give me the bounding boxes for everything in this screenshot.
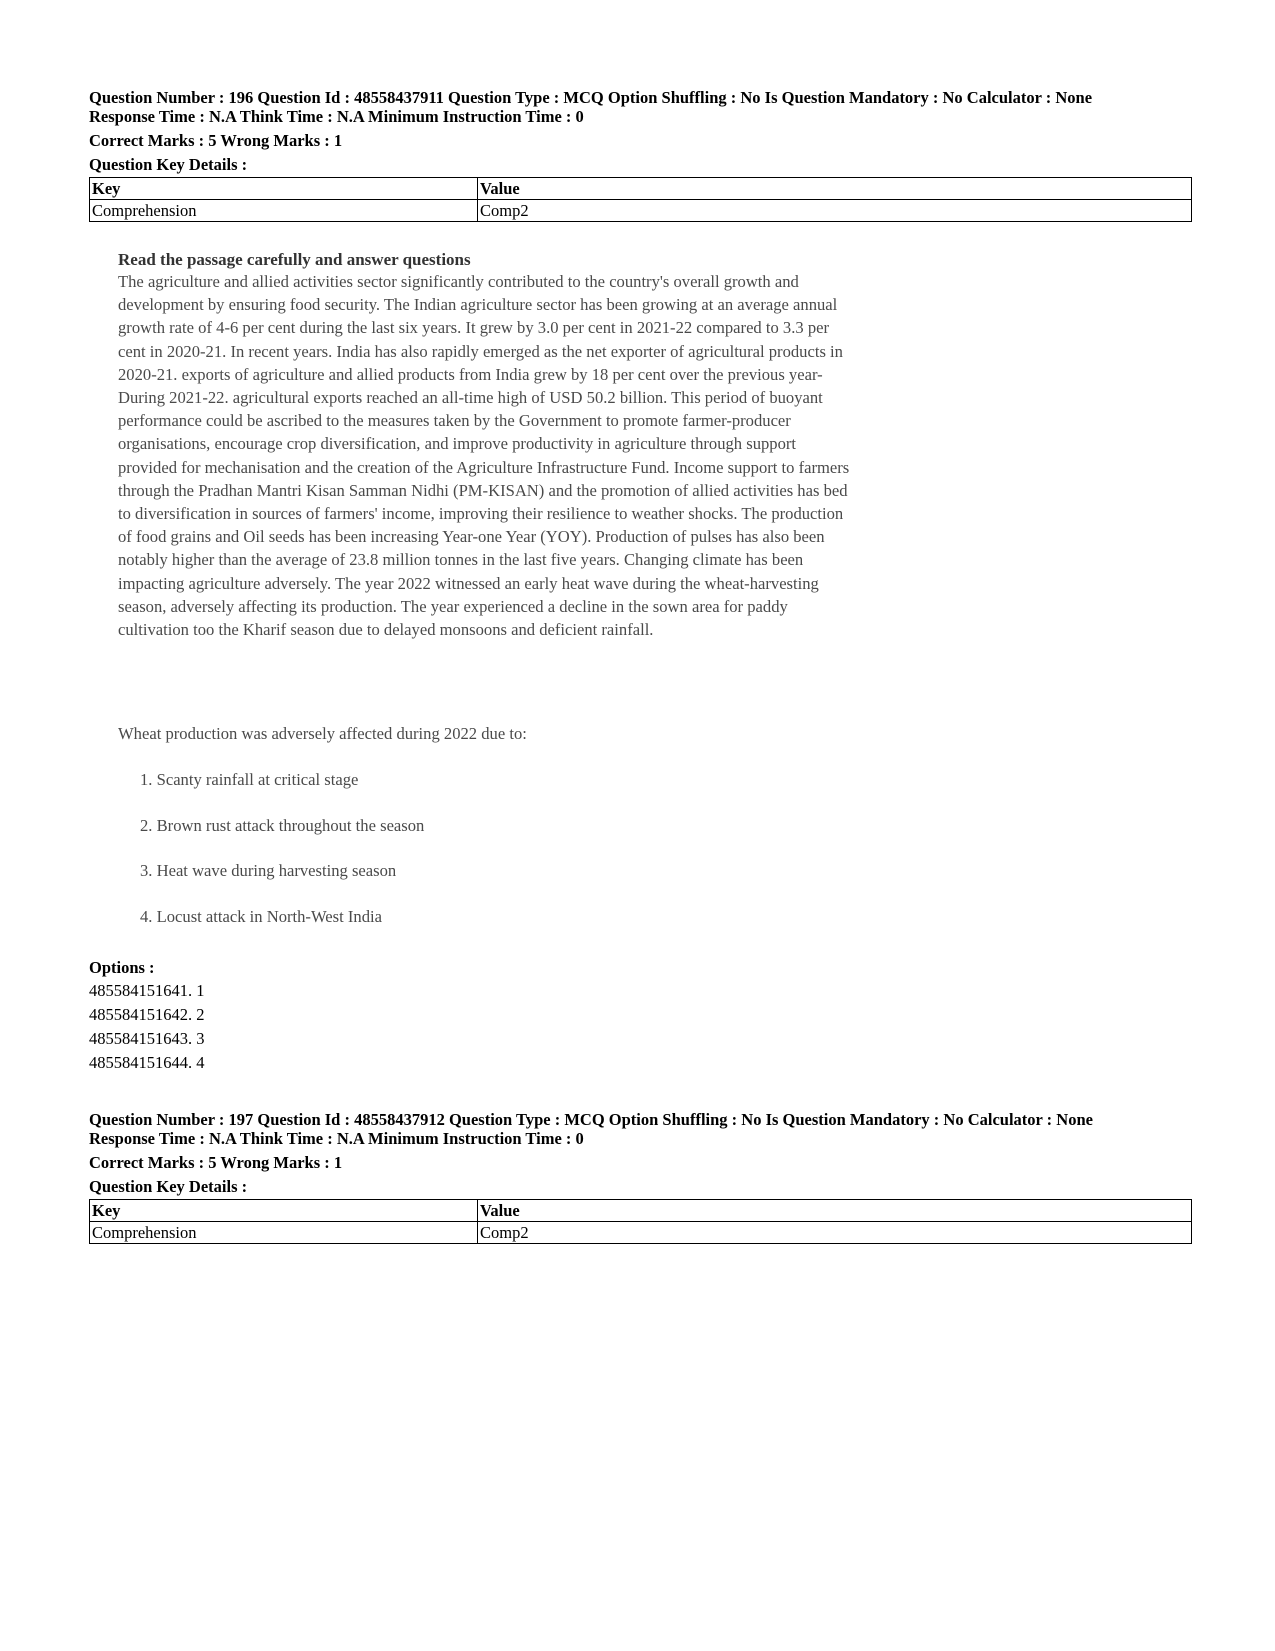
- passage-line: impacting agriculture adversely. The year 2022 witnessed an early heat wave during the wheat-harvesting: [118, 573, 819, 593]
- passage-line: cent in 2020-21. In recent years. India has also rapidly emerged as the net exporter of agricultural products in: [118, 341, 843, 361]
- table-row: [90, 200, 1192, 222]
- question-meta-line-2: Response Time : N.A Think Time : N.A Minimum Instruction Time : 0: [89, 107, 584, 126]
- options-label: Options :: [89, 958, 155, 977]
- question-196-header: [89, 88, 1192, 222]
- table-cell-key: Comprehension: [90, 200, 478, 222]
- passage-line: provided for mechanisation and the creation of the Agriculture Infrastructure Fund. Income support to farmers: [118, 457, 850, 477]
- passage-line: to diversification in sources of farmers' income, improving their resilience to weather shocks. The production: [118, 504, 844, 524]
- question-choice: 2. Brown rust attack throughout the season: [140, 815, 425, 835]
- question-choice: 4. Locust attack in North-West India: [140, 906, 382, 926]
- options-block: [89, 957, 205, 1075]
- option-item: 485584151644. 4: [89, 1053, 205, 1072]
- question-choice: 3. Heat wave during harvesting season: [140, 861, 397, 880]
- passage-text: [118, 270, 998, 641]
- option-item: 485584151641. 1: [89, 981, 205, 1000]
- passage-line: through the Pradhan Mantri Kisan Samman Nidhi (PM-KISAN) and the promotion of allied activities has bed: [118, 480, 848, 500]
- table-cell-key: Comprehension: [90, 1222, 478, 1244]
- passage-line: season, adversely affecting its production. The year experienced a decline in the sown area for paddy: [118, 596, 788, 616]
- passage-line: growth rate of 4-6 per cent during the last six years. It grew by 3.0 per cent in 2021-22 compared to 3.3 per: [118, 318, 830, 338]
- passage-line: performance could be ascribed to the measures taken by the Government to promote farmer-producer: [118, 411, 791, 431]
- question-stem: Wheat production was adversely affected during 2022 due to:: [118, 724, 527, 743]
- table-header-value: Value: [478, 178, 1192, 200]
- passage-line: During 2021-22. agricultural exports reached an all-time high of USD 50.2 billion. This period of buoyant: [118, 388, 823, 408]
- option-item: 485584151642. 2: [89, 1005, 205, 1024]
- question-marks: Correct Marks : 5 Wrong Marks : 1: [89, 131, 343, 150]
- table-header-value: Value: [478, 1200, 1192, 1222]
- passage-heading: Read the passage carefully and answer questions: [118, 250, 471, 269]
- table-header-key: Key: [90, 1200, 478, 1222]
- table-header-key: Key: [90, 178, 478, 200]
- passage-line: The agriculture and allied activities sector significantly contributed to the country's overall growth and: [118, 272, 799, 291]
- passage-line: 2020-21. exports of agriculture and allied products from India grew by 18 per cent over the previous year-: [118, 364, 823, 384]
- question-meta-line-2: Response Time : N.A Think Time : N.A Minimum Instruction Time : 0: [89, 1129, 584, 1148]
- table-cell-value: Comp2: [478, 200, 1192, 222]
- table-row: [90, 1222, 1192, 1244]
- passage-image: [110, 250, 1010, 926]
- passage-line: development by ensuring food security. The Indian agriculture sector has been growing at an average annual: [118, 295, 838, 315]
- passage-line: organisations, encourage crop diversification, and improve productivity in agriculture through support: [118, 434, 797, 454]
- question-key-details-label: Question Key Details :: [89, 1177, 248, 1196]
- question-197-header: [89, 1110, 1192, 1244]
- passage-line: of food grains and Oil seeds has been increasing Year-one Year (YOY). Production of pulses has also been: [118, 527, 825, 547]
- passage-line: notably higher than the average of 23.8 million tonnes in the last five years. Changing climate has been: [118, 550, 804, 570]
- question-meta-line-1: Question Number : 196 Question Id : 48558437911 Question Type : MCQ Option Shuffling : No Is Question Mandatory : No Calculator : None: [89, 88, 1093, 107]
- table-header-row: [90, 1200, 1192, 1222]
- option-item: 485584151643. 3: [89, 1029, 205, 1048]
- question-key-details-label: Question Key Details :: [89, 155, 248, 174]
- question-choices: [140, 770, 424, 952]
- table-cell-value: Comp2: [478, 1222, 1192, 1244]
- question-key-table: [89, 177, 1192, 222]
- table-header-row: [90, 178, 1192, 200]
- question-key-table: [89, 1199, 1192, 1244]
- question-meta-line-1: Question Number : 197 Question Id : 48558437912 Question Type : MCQ Option Shuffling : No Is Question Mandatory : No Calculator : None: [89, 1110, 1093, 1129]
- passage-line: cultivation too the Kharif season due to delayed monsoons and deficient rainfall.: [118, 620, 654, 640]
- question-choice: 1. Scanty rainfall at critical stage: [140, 770, 359, 789]
- question-marks: Correct Marks : 5 Wrong Marks : 1: [89, 1153, 343, 1172]
